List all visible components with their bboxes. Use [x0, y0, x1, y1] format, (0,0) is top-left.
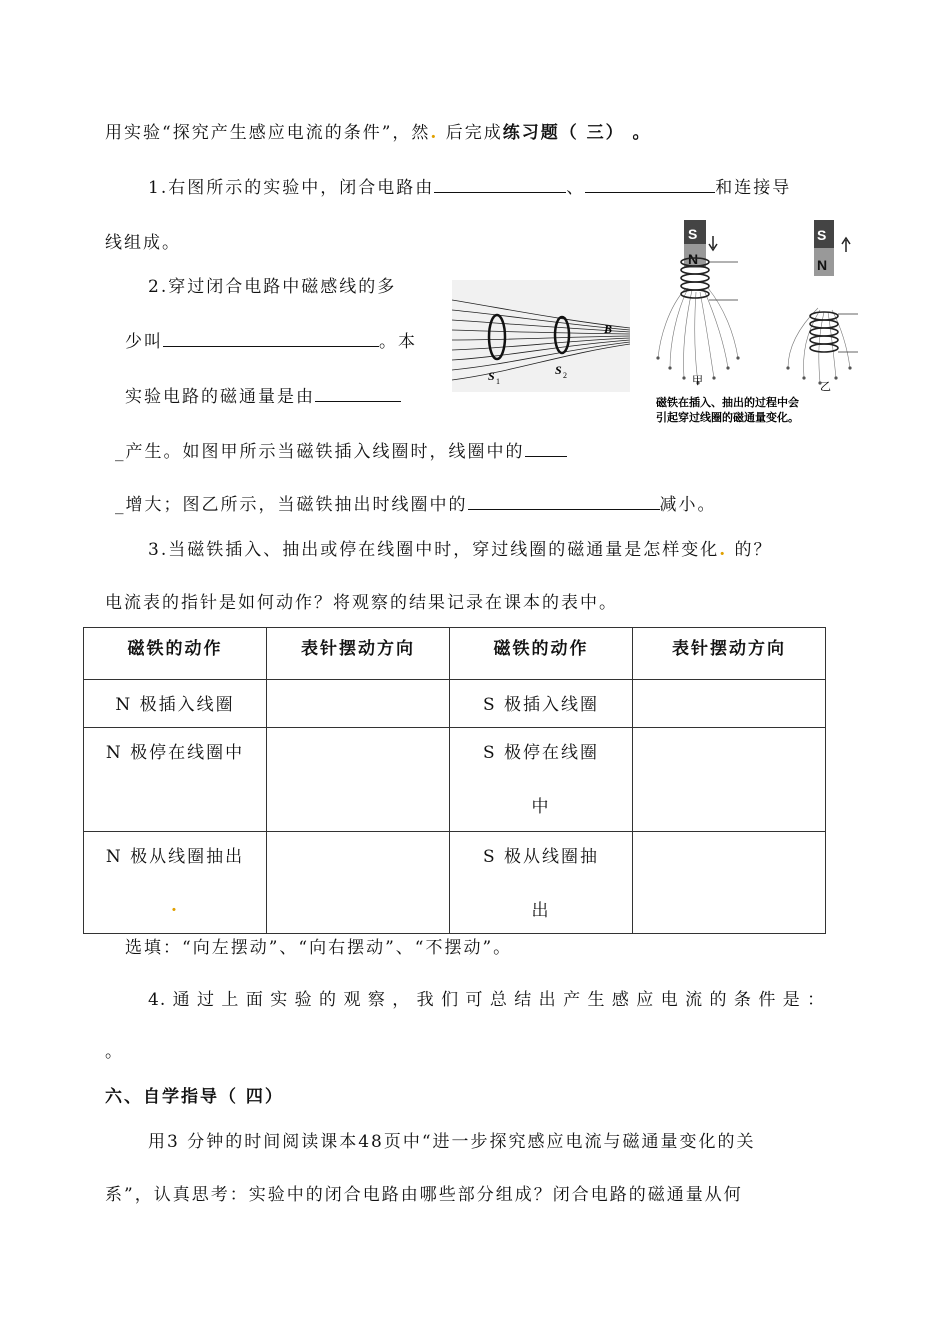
q2-text-end: 。本 — [379, 332, 417, 352]
q3-line2: 电流表的指针是如何动作？将观察的结果记录在课本的表中。 — [105, 593, 618, 613]
q3-text: 3.当磁铁插入、抽出或停在线圈中时，穿过线圈的磁通量是怎样变化 — [148, 540, 720, 560]
b-label: B — [604, 322, 613, 336]
magnet-coil-figure — [648, 218, 860, 428]
table-header-row — [84, 628, 826, 680]
table-cell — [84, 832, 267, 934]
table-header: 磁铁的动作 — [450, 628, 633, 680]
table-cell — [84, 728, 267, 832]
caption-line1: 磁铁在插入、抽出的过程中会 — [656, 397, 799, 409]
magnet-s-label-2: S — [817, 227, 827, 243]
q4-line2: 。 — [105, 1042, 124, 1062]
marker-dot: . — [171, 896, 179, 916]
cell-text: N 极从线圈抽出 — [105, 847, 245, 867]
table-cell — [450, 728, 633, 832]
intro-line — [105, 118, 652, 143]
label-jia: 甲 — [692, 375, 703, 387]
p6-line1: 用3 分钟的时间阅读课本48页中“进一步探究感应电流与磁通量变化的关 — [148, 1132, 756, 1152]
table-header: 磁铁的动作 — [84, 628, 267, 680]
blank[interactable] — [163, 332, 379, 347]
table-cell — [84, 680, 267, 728]
blank[interactable] — [315, 387, 401, 402]
q2-text: _产生。如图甲所示当磁铁插入线圈时，线圈中的 — [115, 442, 525, 462]
q3-text-end: 的？ — [727, 540, 773, 560]
q1-text: 1.右图所示的实验中，闭合电路由 — [148, 178, 435, 198]
flux-figure — [452, 280, 630, 392]
s1-sub: 1 — [496, 377, 500, 386]
answer-cell[interactable] — [633, 728, 826, 832]
cell-text: S 极插入线圈 — [482, 695, 600, 715]
fill-hint: 选填：“向左摆动”、“向右摆动”、“不摆动”。 — [125, 938, 513, 958]
s2-sub: 2 — [563, 371, 567, 380]
q1-line1 — [148, 173, 791, 198]
blank[interactable] — [434, 178, 566, 193]
marker-dot: . — [719, 540, 728, 560]
magnet-s-label: S — [688, 226, 698, 242]
magnet-n-label: N — [688, 251, 699, 267]
blank[interactable] — [585, 178, 715, 193]
q2-text: 少叫 — [125, 332, 163, 352]
answer-cell[interactable] — [267, 680, 450, 728]
section-title: 六、自学指导（ 四） — [105, 1087, 284, 1107]
table-row — [84, 680, 826, 728]
q2-line5 — [115, 490, 717, 515]
table-cell — [450, 680, 633, 728]
table-header: 表针摆动方向 — [633, 628, 826, 680]
q1-sep: 、 — [566, 178, 586, 198]
q2-line1: 2.穿过闭合电路中磁感线的多 — [148, 277, 397, 297]
q3-line1 — [148, 535, 773, 560]
caption-line2: 引起穿过线圈的磁通量变化。 — [656, 412, 799, 424]
exercise-title: 练习题（ 三） 。 — [502, 123, 652, 143]
answer-cell[interactable] — [633, 832, 826, 934]
table-row — [84, 832, 826, 934]
answer-cell[interactable] — [267, 832, 450, 934]
table-header: 表针摆动方向 — [267, 628, 450, 680]
q1-line2: 线组成。 — [105, 233, 181, 253]
cell-text: N 极停在线圈中 — [105, 743, 245, 763]
magnet-n-label-2: N — [817, 257, 828, 273]
answer-cell[interactable] — [267, 728, 450, 832]
q1-text-end: 和连接导 — [715, 178, 792, 198]
q4-line1: 4. 通 过 上 面 实 验 的 观 察 ， 我 们 可 总 结 出 产 生 感 应 电 流 的 条 件 是 ： — [148, 990, 826, 1010]
label-yi: 乙 — [820, 381, 831, 393]
marker-dot: . — [430, 123, 439, 143]
cell-text: N 极插入线圈 — [115, 695, 235, 715]
observation-table — [83, 627, 826, 934]
table-cell — [450, 832, 633, 934]
q2-text: 实验电路的磁通量是由 — [125, 387, 315, 407]
answer-cell[interactable] — [633, 680, 826, 728]
q2-line4 — [115, 437, 567, 462]
cell-text: 出 — [531, 901, 551, 921]
cell-text: S 极停在线圈 — [482, 743, 600, 763]
blank[interactable] — [525, 442, 567, 457]
q2-text: _增大；图乙所示，当磁铁抽出时线圈中的 — [115, 495, 468, 515]
s1-label: S — [488, 369, 495, 383]
table-row — [84, 728, 826, 832]
cell-text: 中 — [531, 797, 551, 817]
q2-line2 — [125, 327, 417, 352]
cell-text: S 极从线圈抽 — [482, 847, 600, 867]
intro-text: 用实验“探究产生感应电流的条件”，然 — [105, 123, 431, 143]
intro-text-2: 后完成 — [438, 123, 503, 143]
q2-line3 — [125, 382, 401, 407]
s2-label: S — [555, 363, 562, 377]
p6-line2: 系”，认真思考：实验中的闭合电路由哪些部分组成？闭合电路的磁通量从何 — [105, 1185, 743, 1205]
q2-text-end: 减小。 — [659, 495, 717, 515]
blank[interactable] — [468, 495, 660, 510]
